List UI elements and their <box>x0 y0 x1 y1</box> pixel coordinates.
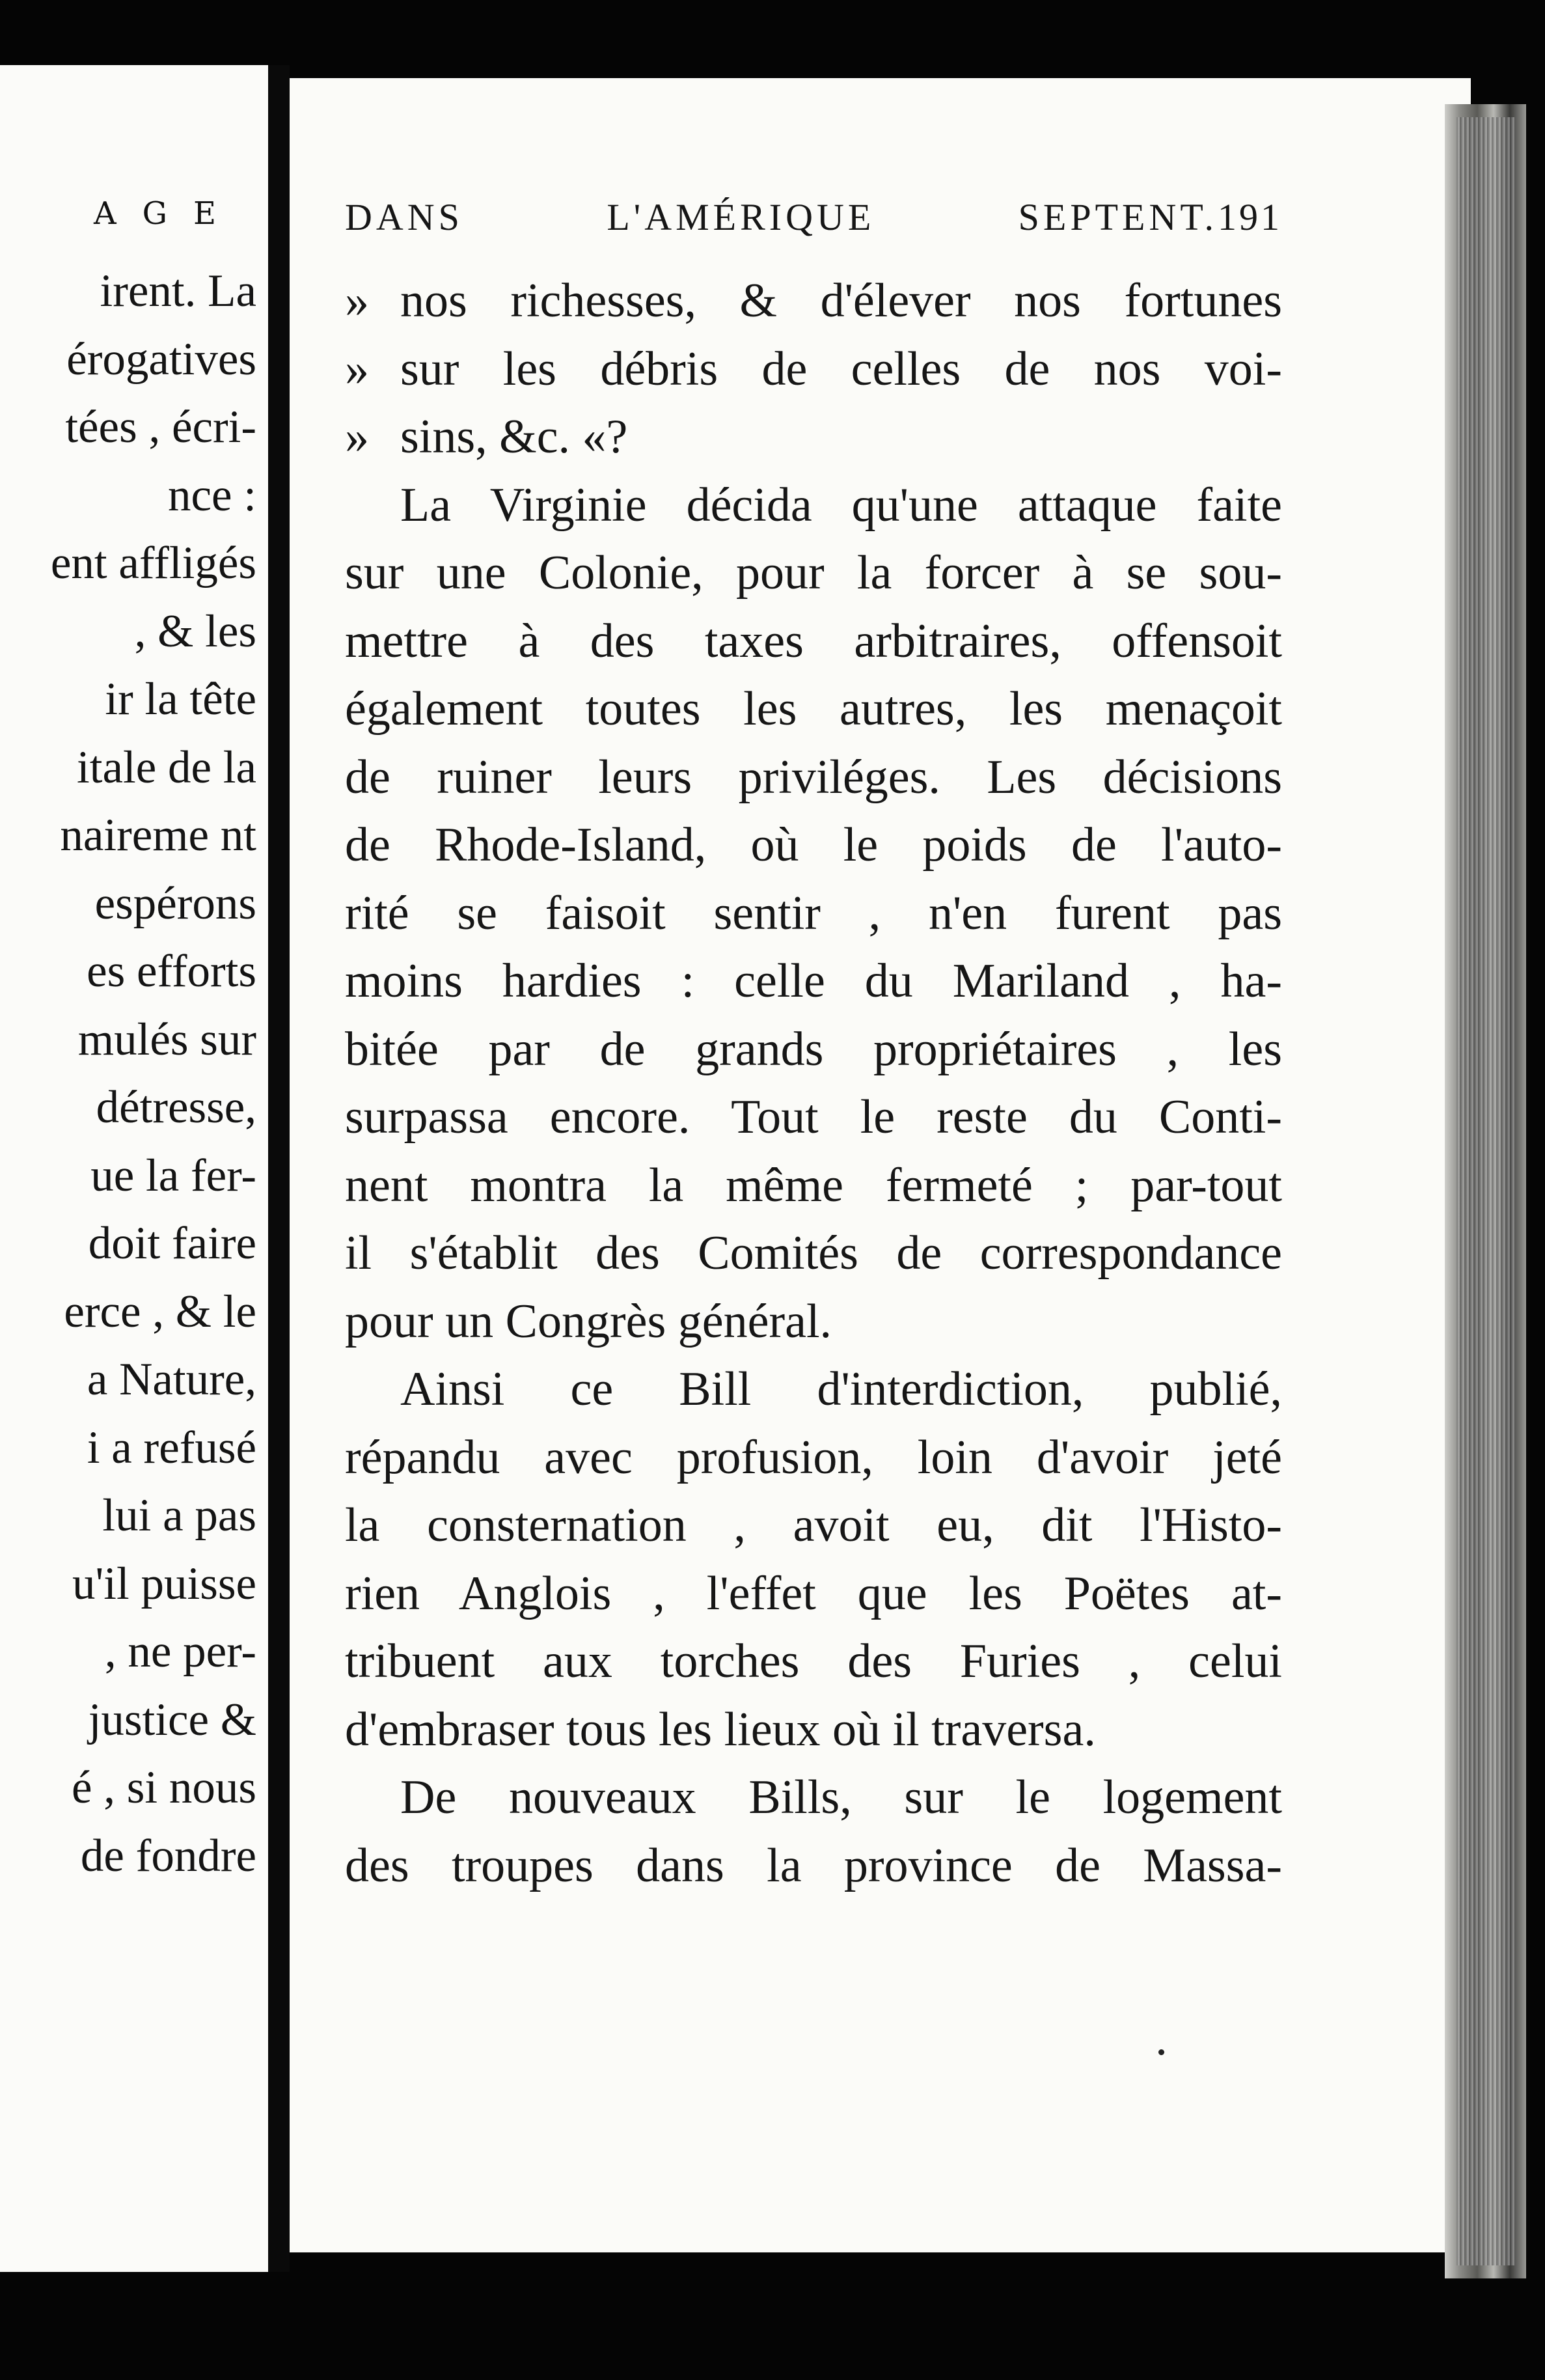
left-page-line: es efforts <box>87 946 256 997</box>
left-page-line: i a refusé <box>87 1422 256 1473</box>
running-head-title: DANS L'AMÉRIQUE SEPTENT. <box>345 196 1218 238</box>
text-line <box>345 811 1282 879</box>
quotation-mark: » <box>345 410 369 464</box>
running-head <box>345 195 1282 267</box>
quotation-mark: » <box>345 274 369 327</box>
text-line <box>345 1424 1282 1492</box>
text-line-content: tribuent aux torches des Furies , celui <box>345 1635 1282 1688</box>
text-line-content: De nouveaux Bills, sur le logement <box>400 1771 1282 1824</box>
left-page-line: , & les <box>134 605 256 657</box>
text-line <box>345 743 1282 812</box>
text-line-content: bitée par de grands propriétaires , les <box>345 1022 1282 1076</box>
text-line <box>345 1832 1282 1900</box>
text-line <box>345 1627 1282 1696</box>
left-page <box>0 65 268 2272</box>
text-line-content: mettre à des taxes arbitraires, offensoit <box>345 614 1282 668</box>
left-page-line: naireme nt <box>60 810 256 861</box>
text-line <box>345 539 1282 607</box>
text-line-content: de ruiner leurs priviléges. Les décisions <box>345 750 1282 804</box>
text-line <box>345 1696 1282 1764</box>
book-gutter <box>268 65 290 2272</box>
body-text <box>345 267 1282 1900</box>
text-line <box>345 1491 1282 1560</box>
text-line <box>345 1083 1282 1152</box>
left-page-line: érogatives <box>66 333 256 385</box>
text-line <box>345 471 1282 540</box>
text-line <box>345 267 1282 335</box>
left-page-line: de fondre <box>80 1830 256 1881</box>
left-page-line: nce : <box>167 469 256 521</box>
text-line <box>345 1152 1282 1220</box>
quotation-mark: » <box>345 342 369 396</box>
text-line-content: la consternation , avoit eu, dit l'Histo- <box>345 1499 1282 1552</box>
left-page-text <box>0 257 256 1890</box>
text-line-content: surpassa encore. Tout le reste du Conti- <box>345 1090 1282 1144</box>
text-line <box>345 879 1282 948</box>
text-line-content: sins, &c. «? <box>400 410 628 464</box>
text-line <box>345 1288 1282 1356</box>
text-line-content: de Rhode-Island, où le poids de l'auto- <box>345 818 1282 872</box>
text-line <box>345 403 1282 471</box>
text-line-content: Ainsi ce Bill d'interdiction, publié, <box>400 1363 1282 1416</box>
text-line-content: nent montra la même fermeté ; par-tout <box>345 1158 1282 1212</box>
left-page-running-head: AGE <box>93 195 242 232</box>
left-page-line: ue la fer- <box>90 1150 256 1201</box>
text-line-content: également toutes les autres, les menaçoit <box>345 682 1282 736</box>
left-page-line: doit faire <box>88 1218 256 1269</box>
left-page-line: é , si nous <box>72 1762 256 1813</box>
text-line-content: nos richesses, & d'élever nos fortunes <box>400 274 1282 327</box>
left-page-line: lui a pas <box>102 1490 256 1541</box>
left-page-line: a Nature, <box>87 1354 256 1405</box>
right-page-text-block <box>345 195 1282 1900</box>
text-line <box>345 675 1282 743</box>
page-edges-texture <box>1456 117 1515 2265</box>
text-line-content: rité se faisoit sentir , n'en furent pas <box>345 886 1282 940</box>
text-line <box>345 947 1282 1016</box>
text-line <box>345 1764 1282 1832</box>
right-page <box>290 78 1471 2252</box>
left-page-line: détresse, <box>96 1082 256 1133</box>
left-page-line: irent. La <box>100 266 256 316</box>
text-line <box>345 607 1282 676</box>
text-line-content: sur les débris de celles de nos voi- <box>400 342 1282 396</box>
left-page-line: espérons <box>94 878 256 929</box>
text-line-content: moins hardies : celle du Mariland , ha- <box>345 954 1282 1008</box>
left-page-line: itale de la <box>77 741 256 793</box>
text-line <box>345 1560 1282 1628</box>
text-line-content: d'embraser tous les lieux où il traversa. <box>345 1702 1096 1756</box>
text-line-content: des troupes dans la province de Massa- <box>345 1838 1282 1892</box>
text-line-content: rien Anglois , l'effet que les Poëtes at- <box>345 1566 1282 1620</box>
left-page-line: , ne per- <box>104 1626 256 1677</box>
text-line <box>345 1355 1282 1424</box>
left-page-line: justice & <box>88 1694 256 1745</box>
text-line <box>345 1219 1282 1288</box>
left-page-line: erce , & le <box>64 1286 256 1337</box>
left-page-line: ir la tête <box>105 674 256 725</box>
left-page-line: u'il puisse <box>72 1558 256 1609</box>
left-page-line: mulés sur <box>77 1014 256 1065</box>
ink-speck <box>1158 2049 1164 2055</box>
left-page-line: tées , écri- <box>65 402 256 452</box>
text-line-content: sur une Colonie, pour la forcer à se sou- <box>345 546 1282 600</box>
text-line-content: répandu avec profusion, loin d'avoir jeté <box>345 1430 1282 1484</box>
text-line <box>345 1016 1282 1084</box>
text-line <box>345 335 1282 404</box>
page-number: 191 <box>1218 196 1282 238</box>
text-line-content: La Virginie décida qu'une attaque faite <box>400 478 1282 532</box>
text-line-content: pour un Congrès général. <box>345 1294 832 1348</box>
text-line-content: il s'établit des Comités de correspondance <box>345 1226 1282 1280</box>
left-page-line: ent affligés <box>50 538 256 588</box>
